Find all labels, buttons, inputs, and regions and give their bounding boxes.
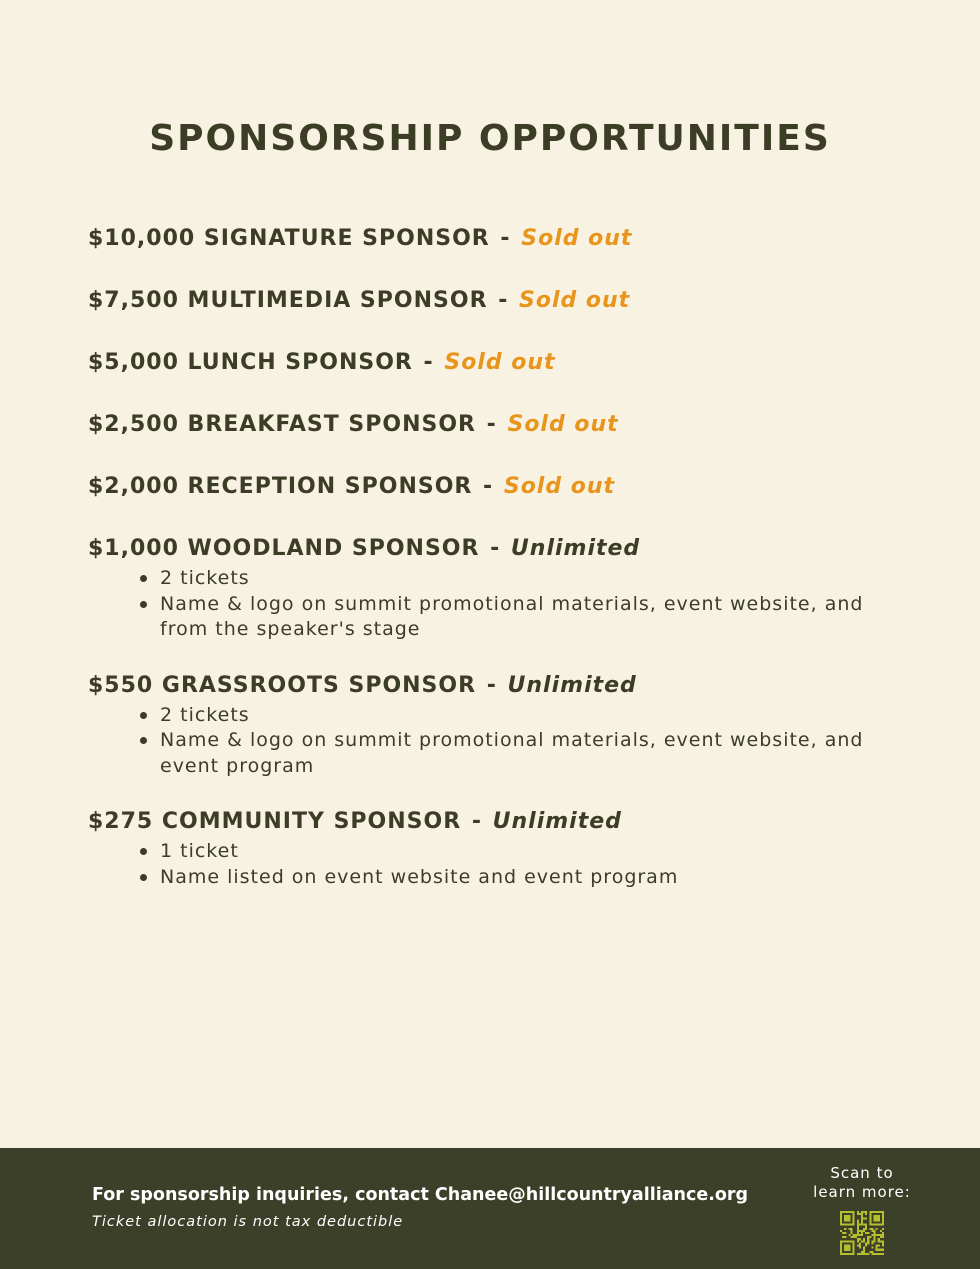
tier-status: Sold out — [507, 412, 619, 437]
tier-name: $2,500 BREAKFAST SPONSOR — [88, 412, 476, 437]
benefit-item — [136, 865, 908, 891]
tier-status: Sold out — [444, 350, 556, 375]
qr-code-icon[interactable] — [840, 1211, 884, 1255]
benefit-text: Name listed on event website and event program — [160, 865, 679, 888]
tier-separator: - — [483, 474, 494, 499]
tier-status: Unlimited — [492, 809, 622, 834]
tier-name: $5,000 LUNCH SPONSOR — [88, 350, 413, 375]
tier-name: $7,500 MULTIMEDIA SPONSOR — [88, 288, 488, 313]
tier-status: Unlimited — [510, 536, 641, 561]
footer — [0, 1148, 980, 1269]
scan-line-1: Scan to — [830, 1164, 894, 1182]
sponsor-tier-list — [88, 224, 908, 918]
benefit-list — [136, 703, 908, 780]
tier-heading — [88, 534, 908, 564]
tier-name: $275 COMMUNITY SPONSOR — [88, 809, 462, 834]
tier-name: $550 GRASSROOTS SPONSOR — [88, 672, 477, 698]
sponsor-tier — [88, 286, 908, 316]
sponsor-tier — [88, 224, 908, 254]
benefit-text: Name & logo on summit promotional materials, event website, and from the speaker's stage — [160, 592, 864, 640]
benefit-text: 2 tickets — [160, 567, 250, 589]
sponsor-tier — [88, 348, 908, 378]
benefit-text: 1 ticket — [160, 840, 239, 862]
benefit-item — [136, 839, 908, 865]
benefit-item — [136, 728, 908, 779]
tier-heading — [88, 348, 908, 378]
tier-heading — [88, 410, 908, 440]
tier-separator: - — [500, 226, 511, 251]
benefit-text: 2 tickets — [160, 703, 250, 726]
tier-status: Sold out — [519, 288, 631, 313]
benefit-text: Name & logo on summit promotional materials, event website, and event program — [160, 729, 864, 777]
sponsor-tier — [88, 807, 908, 890]
sponsor-tier — [88, 534, 908, 643]
contact-text[interactable]: For sponsorship inquiries, contact Chanee@hillcountryalliance.org — [92, 1185, 749, 1205]
bullet-icon — [140, 601, 147, 608]
tier-heading — [88, 472, 908, 502]
benefit-item — [136, 592, 908, 643]
tier-status: Sold out — [521, 226, 633, 251]
tier-status: Sold out — [503, 474, 616, 499]
tier-name: $1,000 WOODLAND SPONSOR — [88, 536, 480, 561]
scan-prompt — [800, 1164, 924, 1202]
tier-status: Unlimited — [507, 672, 637, 698]
page-title: SPONSORSHIP OPPORTUNITIES — [149, 118, 831, 159]
benefit-list — [136, 566, 908, 643]
tier-separator: - — [486, 412, 497, 437]
sponsor-tier — [88, 671, 908, 780]
tier-separator: - — [490, 536, 501, 561]
sponsor-tier — [88, 410, 908, 440]
tier-separator: - — [423, 350, 434, 375]
tier-heading — [88, 671, 908, 701]
tier-heading — [88, 807, 908, 837]
tier-heading — [88, 286, 908, 316]
tier-heading — [88, 224, 908, 254]
tier-name: $10,000 SIGNATURE SPONSOR — [88, 226, 490, 251]
tier-separator: - — [486, 672, 497, 698]
tier-separator: - — [498, 288, 509, 313]
bullet-icon — [140, 712, 147, 719]
benefit-list — [136, 839, 908, 890]
bullet-icon — [140, 848, 147, 855]
tax-disclaimer: Ticket allocation is not tax deductible — [92, 1214, 404, 1230]
bullet-icon — [140, 737, 147, 744]
benefit-item — [136, 703, 908, 729]
sponsor-tier — [88, 472, 908, 502]
bullet-icon — [140, 575, 147, 582]
tier-separator: - — [471, 809, 482, 834]
scan-line-2: learn more: — [813, 1183, 911, 1201]
tier-name: $2,000 RECEPTION SPONSOR — [88, 474, 473, 499]
bullet-icon — [140, 874, 147, 881]
benefit-item — [136, 566, 908, 592]
